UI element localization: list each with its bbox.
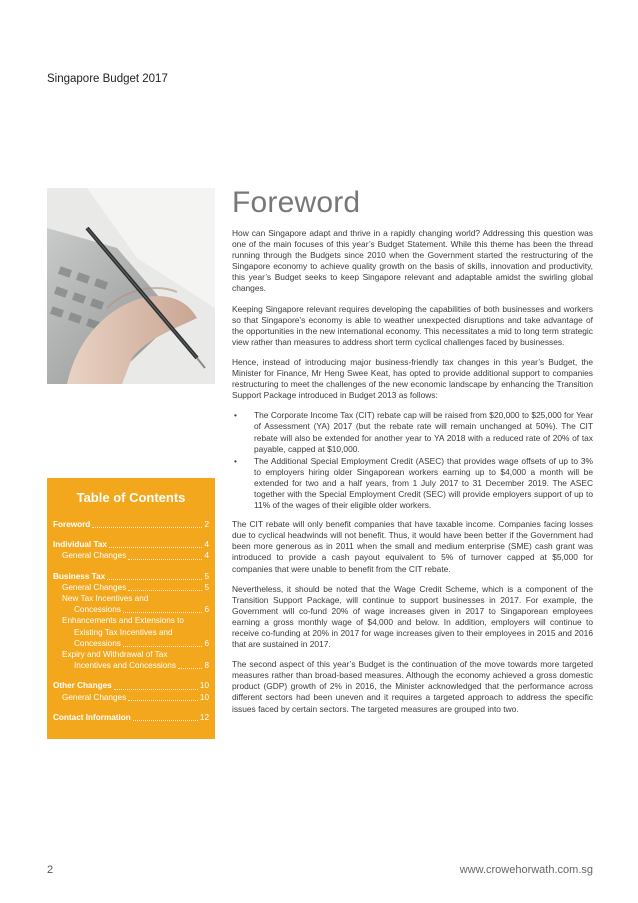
measures-list xyxy=(232,410,593,511)
bullet-icon: • xyxy=(234,455,237,466)
page-number: 2 xyxy=(47,864,54,876)
toc-entry-other-changes[interactable]: Other Changes 10 xyxy=(53,681,209,691)
toc-entry-individual-tax[interactable]: Individual Tax 4 xyxy=(53,540,209,550)
toc-entry-other-general-changes[interactable]: General Changes 10 xyxy=(62,692,209,702)
toc-entry-expiry-withdrawal[interactable]: Expiry and Withdrawal of Tax Incentives and Concessions 8 xyxy=(62,650,209,671)
paragraph-5: Nevertheless, it should be noted that the Wage Credit Scheme, which is a component of the Transition Support Package, will continue to support businesses in 2017. For example, the Government will co-fund 20% of wage increases given in 2017 to Singaporean employees earning a gross monthly wage of $4,000 and below. In addition, employers will continue to receive co-funding at 20% in 2017 for wage increases given to their employees in 2015 and 2016 that are sustained in 2017. xyxy=(232,583,593,650)
table-of-contents xyxy=(47,478,215,739)
paragraph-3: Hence, instead of introducing major business-friendly tax changes in this year’s Budget, the Minister for Finance, Mr Heng Swee Keat, has opted to provide additional support to companies restructuring to meet the challenges of the new economic landscape by enhancing the Transition Support Package introduced in Budget 2013 as follows: xyxy=(232,356,593,401)
toc-entry-business-tax[interactable]: Business Tax 5 xyxy=(53,571,209,581)
toc-title: Table of Contents xyxy=(76,490,186,505)
foreword-body xyxy=(232,228,593,724)
toc-entry-foreword[interactable]: Foreword 2 xyxy=(53,520,209,529)
toc-entry-business-general-changes[interactable]: General Changes 5 xyxy=(62,582,209,592)
paragraph-6: The second aspect of this year’s Budget is the continuation of the move towards more targeted measures rather than broad-based measures. Although the economy achieved a gross domestic product (GDP) growth of 2% in 2016, the Minister acknowledged that the performance across different sectors had been uneven and it requires a targeted approach to address the specific issues faced by certain sectors. The targeted measures are grouped into two. xyxy=(232,659,593,714)
toc-entry-new-tax-incentives[interactable]: New Tax Incentives and Concessions 6 xyxy=(62,594,209,615)
bullet-icon: • xyxy=(234,410,237,421)
list-item: • The Corporate Income Tax (CIT) rebate cap will be raised from $20,000 to $25,000 for Year of Assessment (YA) 2017 (but the rebate rate will remain unchanged at 50%). The CIT rebate will also be extended for another year to YA 2018 with a reduced rate of 20% of tax payable, capped at $10,000. xyxy=(234,410,593,454)
page-header: Singapore Budget 2017 xyxy=(47,73,168,85)
toc-entry-contact-information[interactable]: Contact Information 12 xyxy=(53,712,209,722)
footer-url-link[interactable]: www.crowehorwath.com.sg xyxy=(459,864,593,876)
toc-entry-individual-general-changes[interactable]: General Changes 4 xyxy=(62,551,209,561)
paragraph-1: How can Singapore adapt and thrive in a rapidly changing world? Addressing this question was one of the main focuses of this year’s Budget Statement. While this theme has been the thread running through the Budgets since 2010 when the Government started the restructuring of the Singapore economy to achieve quality growth on the basis of skills, innovation and productivity, this year’s Budget seeks to keep Singapore relevant and adaptable amidst the swirling global changes. xyxy=(232,228,593,294)
paragraph-4: The CIT rebate will only benefit companies that have taxable income. Companies facing losses due to cyclical headwinds will not benefit. Thus, it would have been better if the Government had been more generous as in 2011 when the small and medium enterprise (SME) cash grant was introduced to provide a cash payout equivalent to 5% of turnover capped at $5,000 for companies that were unable to benefit from the CIT rebate. xyxy=(232,519,593,574)
foreword-heading: Foreword xyxy=(232,186,361,219)
toc-entry-enhancements-extensions[interactable]: Enhancements and Extensions to Existing Tax Incentives and Concessions 6 xyxy=(62,616,209,648)
list-item: • The Additional Special Employment Credit (ASEC) that provides wage offsets of up to 3% to employers hiring older Singaporean workers earning up to $4,000 a month will be extended for two and a half years, from 1 July 2017 to 31 December 2019. The ASEC together with the Special Employment Credit (SEC) will provide employers support of up to 11% of the wages of their eligible older workers. xyxy=(234,455,593,511)
calculator-pen-photo xyxy=(47,188,215,384)
paragraph-2: Keeping Singapore relevant requires developing the capabilities of both businesses and workers so that Singapore’s economy is able to weather unexpected disruptions and take advantage of the opportunities in the new international economy. This necessitates a mid to long term strategic view rather than measures to address short term cyclical challenges faced by businesses. xyxy=(232,303,593,347)
calculator-pen-illustration xyxy=(47,188,215,384)
